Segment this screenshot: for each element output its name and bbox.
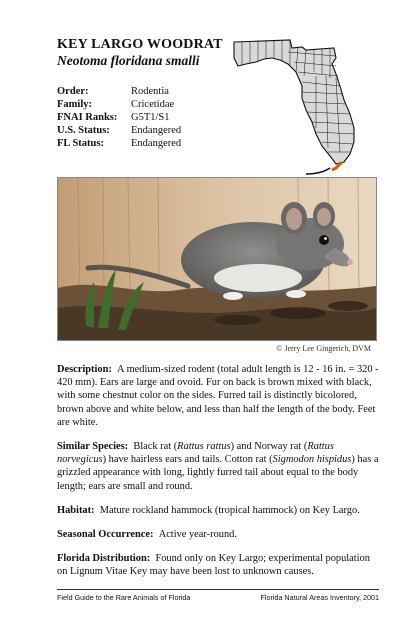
florida-range-map <box>232 28 362 176</box>
similar-text-4: ) has a grizzled appearance with long, lightly furred tail about equal to the body length; ears are small and round. <box>57 454 379 492</box>
fact-label: FL Status: <box>57 138 104 149</box>
fact-row-us-status <box>57 124 181 137</box>
seasonal-paragraph <box>57 528 379 541</box>
species-account <box>57 363 379 590</box>
distribution-text: Found only on Key Largo; experimental population on Lignum Vitae Key may have been lost to unknown causes. <box>57 553 370 578</box>
fact-value: Rodentia <box>131 86 169 97</box>
fact-row-family <box>57 98 181 111</box>
fact-label: FNAI Ranks: <box>57 112 118 123</box>
fact-value: Endangered <box>131 125 182 136</box>
fact-label: U.S. Status: <box>57 125 110 136</box>
habitat-label: Habitat: <box>57 504 95 516</box>
similar-text-3: ) have hairless ears and tails. Cotton rat ( <box>102 454 273 466</box>
fact-value: Cricetidae <box>131 99 175 110</box>
fact-row-order <box>57 85 181 98</box>
footer-right: Florida Natural Areas Inventory, 2001 <box>260 593 379 602</box>
woodrat-photo-svg <box>58 178 376 340</box>
description-text: A medium-sized rodent (total adult length is 12 - 16 in. = 320 - 420 mm). Ears are large and ovoid. Fur on back is brown mixed with black, with some chestnut color on the sides. Furred tail is distinctly bicolored, brown above and white below, and less than half the length of the body. Feet are white. <box>57 364 379 428</box>
species-name-cotton-rat: Sigmodon hispidus <box>272 454 352 466</box>
species-name-black-rat: Rattus rattus <box>177 441 231 453</box>
description-paragraph <box>57 363 379 429</box>
seasonal-label: Seasonal Occurrence: <box>57 529 154 541</box>
woodrat-photo <box>57 177 377 341</box>
footer-left: Field Guide to the Rare Animals of Florida <box>57 593 191 602</box>
florida-outline <box>234 40 354 164</box>
similar-species-paragraph <box>57 440 379 493</box>
classification-facts <box>57 85 181 150</box>
species-name-norway-rat: Rattus norvegicus <box>57 441 334 466</box>
fact-value: Endangered <box>131 138 182 149</box>
distribution-label: Florida Distribution: <box>57 553 151 565</box>
similar-species-label: Similar Species: <box>57 441 129 453</box>
habitat-paragraph <box>57 504 379 517</box>
florida-map-svg <box>232 28 362 176</box>
similar-text-2: ) and Norway rat ( <box>230 441 308 453</box>
florida-keys <box>306 168 330 174</box>
fact-value: G5T1/S1 <box>131 112 170 123</box>
seasonal-text: Active year-round. <box>158 529 237 541</box>
fact-label: Order: <box>57 86 89 97</box>
fact-label: Family: <box>57 99 92 110</box>
distribution-paragraph <box>57 552 379 578</box>
habitat-text: Mature rockland hammock (tropical hammock) on Key Largo. <box>99 504 360 516</box>
fact-row-fnai-ranks <box>57 111 181 124</box>
species-common-name: KEY LARGO WOODRAT <box>57 37 223 52</box>
fact-row-fl-status <box>57 137 181 150</box>
footer-rule <box>57 589 379 590</box>
similar-text-1: Black rat ( <box>133 441 178 453</box>
page-footer <box>57 593 379 602</box>
photo-credit: © Jerry Lee Gingerich, DVM <box>276 344 371 353</box>
species-scientific-name: Neotoma floridana smalli <box>57 53 200 68</box>
description-label: Description: <box>57 364 112 375</box>
